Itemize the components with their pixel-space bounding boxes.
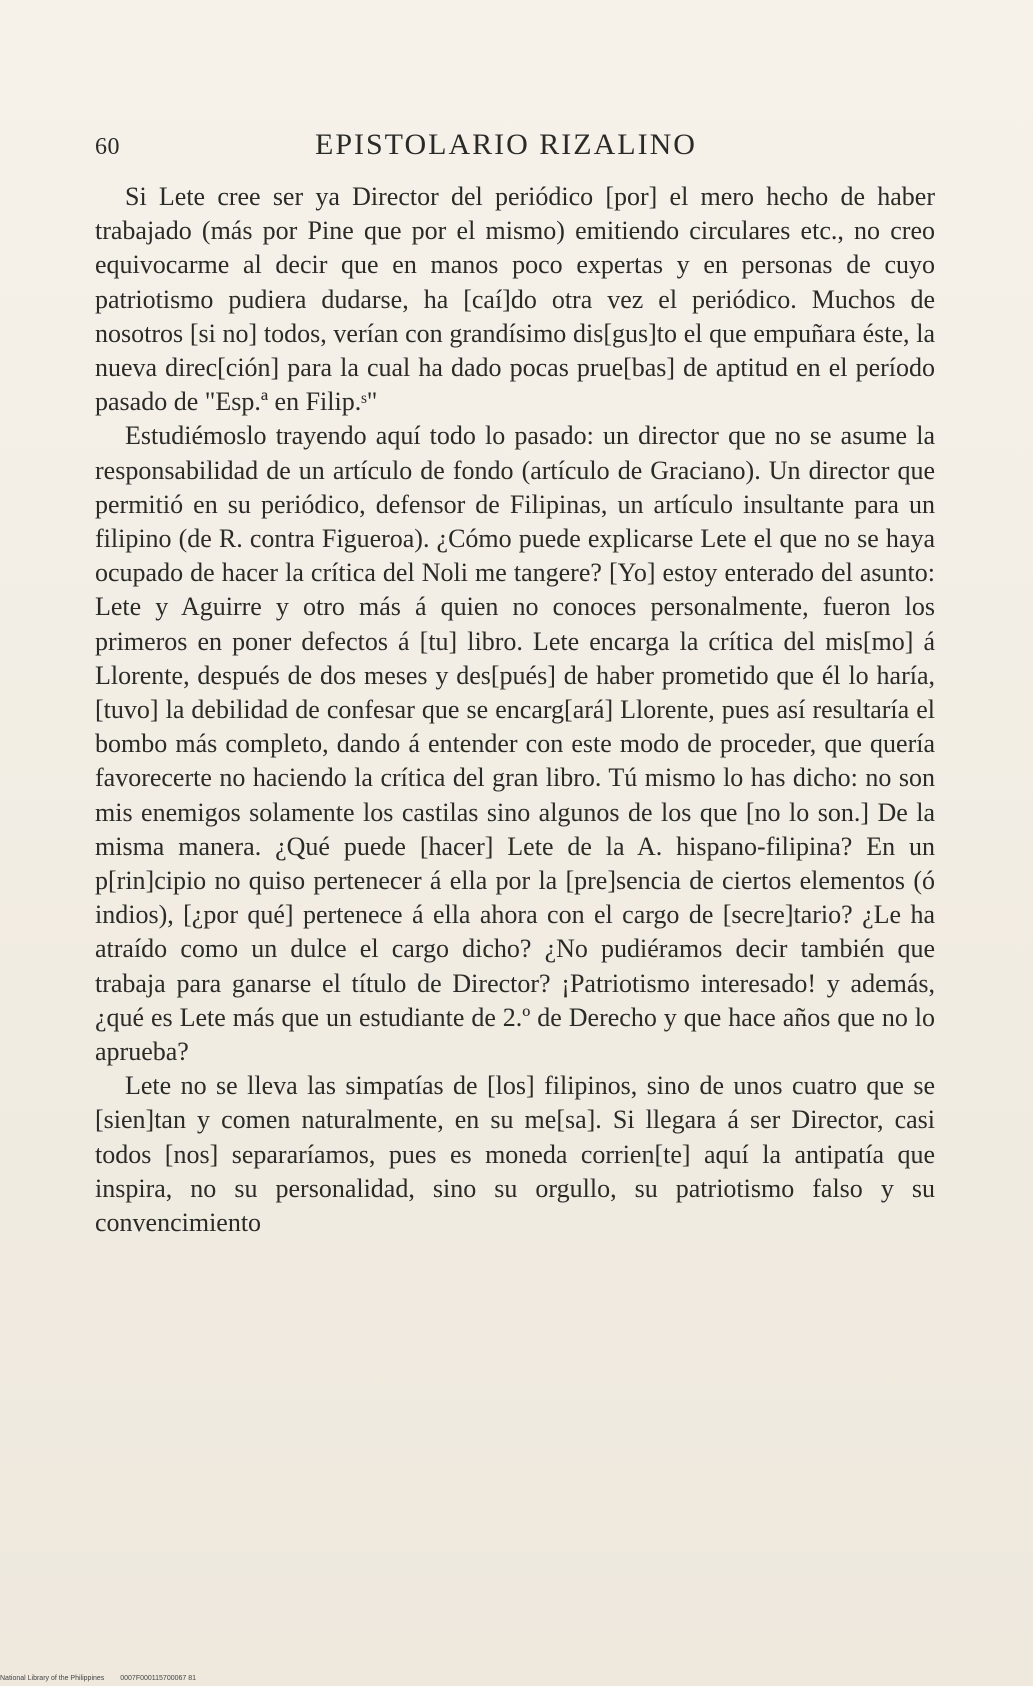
paragraph-3: Lete no se lleva las simpatías de [los] filipinos, sino de unos cuatro que se [sien]tan y comen naturalmente, en su me[sa]. Si llegara á ser Director, casi todos [nos] separaríamos, pues es moneda corrien[te] aquí la antipatía que inspira, no su personalidad, sino su orgullo, su patriotismo falso y su convencimiento bbox=[95, 1071, 935, 1238]
page-number: 60 bbox=[95, 134, 120, 160]
paragraph-2: Estudiémoslo trayendo aquí todo lo pasado: un director que no se asume la responsabilidad de un artículo de fondo (artículo de Graciano). Un director que permitió en su periódico, defensor de Filipinas, un artículo insultante para un filipino (de R. contra Figueroa). ¿Cómo puede explicarse Lete el que no se haya ocupado de hacer la crítica del Noli me tangere? [Yo] estoy enterado del asunto: Lete y Aguirre y otro más á quien no conoces personalmente, fueron los primeros en poner defectos á [tu] libro. Lete encarga la crítica del mis[mo] á Llorente, después de dos meses y des[pués] de haber prometido que él lo haría, [tuvo] la debilidad de confesar que se encarg[ará] Llorente, pues así resultaría el bombo más completo, dando á entender con este modo de proceder, que quería favorecerte no haciendo la crítica del gran libro. Tú mismo lo has dicho: no son mis enemigos solamente los castilas sino algunos de los que [no lo son.] De la misma manera. ¿Qué puede [hacer] Lete de la A. hispano-filipina? En un p[rin]cipio no quiso pertenecer á ella por la [pre]sencia de ciertos elementos (ó indios), [¿por qué] pertenece á ella ahora con el cargo de [secre]tario? ¿Le ha atraído como un dulce el cargo dicho? ¿No pudiéramos decir también que trabaja para ganarse el título de Director? ¡Patriotismo interesado! y además, ¿qué es Lete más que un estudiante de 2.º de Derecho y que hace años que no lo aprueba? bbox=[95, 421, 935, 1067]
page-header bbox=[95, 128, 935, 168]
paragraph-1: Si Lete cree ser ya Director del periódico [por] el mero hecho de haber trabajado (más por Pine que por el mismo) emitiendo circulares etc., no creo equivocarme al decir que en manos poco expertas y en personas de cuyo patriotismo pudiera dudarse, ha [caí]do otra vez el periódico. Muchos de nosotros [si no] todos, verían con grandísimo dis[gus]to el que empuñara éste, la nueva direc[ción] para la cual ha dado pocas prue[bas] de aptitud en el período pasado de "Esp.ª en Filip.ˢ" bbox=[95, 182, 935, 417]
scan-code: 0007F000115700067 81 bbox=[120, 1675, 197, 1682]
scan-footer bbox=[0, 1675, 196, 1682]
running-title: EPISTOLARIO RIZALINO bbox=[315, 128, 697, 161]
library-credit: National Library of the Philippines bbox=[0, 1675, 105, 1682]
body-text bbox=[95, 180, 935, 1240]
